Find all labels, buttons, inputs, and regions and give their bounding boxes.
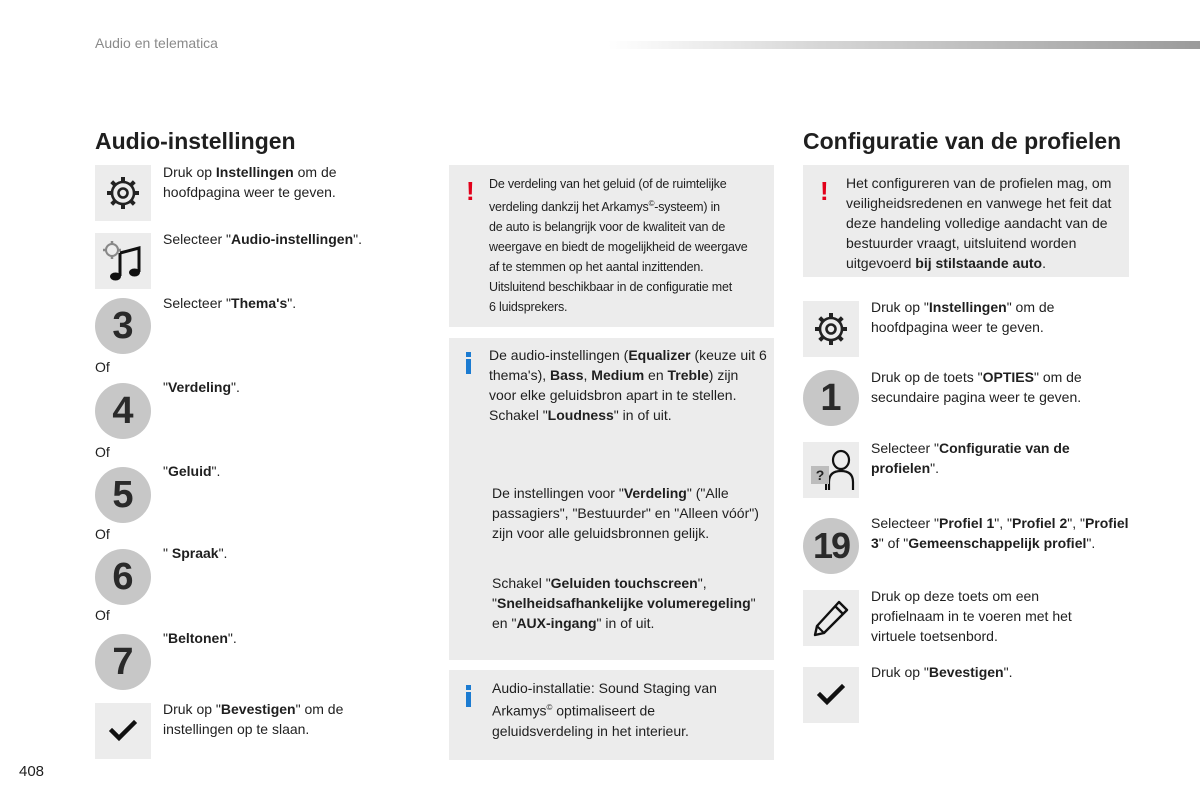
left-step-5-text — [163, 461, 393, 481]
bold-text: Bass — [550, 367, 584, 383]
left-step-1-text — [163, 162, 393, 202]
bold-text: Gemeenschappelijk profiel — [908, 535, 1087, 551]
bold-text: Instellingen — [215, 164, 294, 180]
text: ". — [287, 295, 297, 311]
text: ". — [227, 630, 237, 646]
or-label: Of — [95, 359, 110, 375]
copyright-mark: © — [648, 199, 655, 208]
info-text-audio-settings — [489, 345, 767, 425]
bold-text: Verdeling — [167, 379, 232, 395]
gear-icon — [814, 312, 848, 346]
right-step-3-text — [871, 438, 1121, 478]
text: ". — [353, 231, 362, 247]
text: " om de hoofdpagina weer te geven. — [871, 299, 1055, 335]
bold-text: Verdeling — [623, 485, 687, 501]
text-line: 6 luidsprekers. — [489, 300, 568, 315]
text: verdeling dankzij het Arkamys — [489, 200, 649, 215]
text: Schakel " — [489, 407, 548, 423]
bold-text: Profiel 2 — [1011, 515, 1068, 531]
audio-settings-icon-box — [95, 233, 151, 289]
text: ". — [211, 463, 221, 479]
step-number-7: 7 — [95, 634, 151, 690]
text: , — [583, 367, 592, 383]
info-text-switches — [492, 573, 764, 633]
text: Druk op de toets " — [871, 369, 983, 385]
gear-icon — [106, 176, 140, 210]
bold-text: Instellingen — [928, 299, 1007, 315]
bold-text: Beltonen — [167, 630, 228, 646]
warning-text-profiles — [846, 173, 1126, 273]
text: Het configureren van de profielen mag, om veiligheidsredenen en vanwege het feit dat deze handeling volledige aandacht van de bestuurder vraagt, uitsluitend worden uitgevoerd — [846, 175, 1112, 271]
text: ". — [231, 379, 240, 395]
text: Schakel " — [492, 575, 551, 591]
checkmark-icon — [109, 719, 137, 743]
info-text-sound-staging — [492, 678, 742, 741]
left-step-8-text — [163, 699, 393, 739]
info-icon — [466, 352, 471, 374]
step-number-5: 5 — [95, 467, 151, 523]
text: Druk op " — [871, 664, 929, 680]
header-gradient-bar — [608, 41, 1200, 49]
text: ". — [218, 545, 228, 561]
text: Selecteer " — [871, 440, 940, 456]
left-step-2-text — [163, 229, 423, 249]
text: ", " — [1067, 515, 1085, 531]
bold-text: Loudness — [547, 407, 614, 423]
left-step-4-text — [163, 377, 393, 397]
left-step-6-text — [163, 543, 393, 563]
edit-icon-box — [803, 590, 859, 646]
text: om de hoofdpagina weer te geven. — [163, 164, 337, 200]
text: (keuze uit 6 thema's), — [489, 347, 767, 383]
text: " — [163, 463, 168, 479]
bold-text: Bevestigen — [220, 701, 296, 717]
text: " — [163, 545, 172, 561]
text: ". — [930, 460, 939, 476]
bold-text: Geluiden touchscreen — [550, 575, 698, 591]
bold-text: Thema's — [231, 295, 288, 311]
left-step-3-text — [163, 293, 393, 313]
bold-text: bij stilstaande auto — [915, 255, 1043, 271]
text: " in of uit. — [613, 407, 672, 423]
music-note-gear-icon — [101, 239, 145, 283]
confirm-icon-box — [95, 703, 151, 759]
warning-icon: ! — [466, 176, 475, 206]
confirm-icon-box — [803, 667, 859, 723]
svg-text:?: ? — [815, 467, 825, 483]
bold-text: Audio-instellingen — [231, 231, 354, 247]
text: Druk op — [163, 164, 216, 180]
text: en — [644, 367, 668, 383]
text: ". — [1003, 664, 1013, 680]
text-line — [489, 194, 769, 217]
warning-icon: ! — [820, 176, 829, 206]
info-icon — [466, 685, 471, 707]
text: Druk op " — [163, 701, 221, 717]
bold-text: Configuratie van de profielen — [871, 440, 1070, 476]
text-line: Uitsluitend beschikbaar in de configuratie met — [489, 280, 733, 295]
bold-text: OPTIES — [982, 369, 1034, 385]
profile-config-title: Configuratie van de profielen — [803, 128, 1122, 154]
text: " en " — [492, 595, 756, 631]
step-number-6: 6 — [95, 549, 151, 605]
right-step-5-text: Druk op deze toets om een profielnaam in te voeren met het virtuele toetsenbord. — [871, 588, 1072, 644]
text-line: af te stemmen op het aantal inzittenden. — [489, 260, 704, 275]
text: optimaliseert de geluidsverdeling in het interieur. — [492, 702, 689, 739]
profile-icon-box — [803, 442, 859, 498]
audio-settings-title: Audio-instellingen — [95, 128, 296, 154]
info-text-distribution — [492, 483, 764, 543]
warning-text-sound-distribution — [489, 174, 769, 317]
bold-text: Spraak — [171, 545, 219, 561]
bold-text: AUX-ingang — [516, 615, 597, 631]
step-number-1: 1 — [803, 370, 859, 426]
settings-icon-box — [95, 165, 151, 221]
text: ", " — [492, 575, 707, 611]
text: " in of uit. — [596, 615, 655, 631]
text: Audio-installatie: Sound Staging van Arkamys — [492, 680, 717, 719]
bold-text: Bevestigen — [928, 664, 1004, 680]
or-label: Of — [95, 444, 110, 460]
text: " om de instellingen op te slaan. — [163, 701, 344, 737]
text: -systeem) in — [654, 200, 720, 215]
text: De instellingen voor " — [492, 485, 624, 501]
text: ", " — [994, 515, 1012, 531]
text-line: De verdeling van het geluid (of de ruimtelijke — [489, 177, 727, 191]
copyright-mark: © — [546, 703, 553, 712]
bold-text: Geluid — [167, 463, 212, 479]
text: Druk op " — [871, 299, 929, 315]
text: De audio-instellingen ( — [489, 347, 629, 363]
profile-question-icon — [807, 446, 855, 494]
bold-text: Treble — [667, 367, 709, 383]
text: " — [163, 630, 168, 646]
or-label: Of — [95, 526, 110, 542]
text-line: de auto is belangrijk voor de kwaliteit van de — [489, 220, 726, 235]
page-number: 408 — [19, 763, 45, 780]
left-step-7-text — [163, 628, 393, 648]
text: " ("Alle passagiers", "Bestuurder" en "Alleen vóór") zijn voor alle geluidsbronnen gelijk. — [492, 485, 759, 541]
text: Selecteer " — [163, 231, 232, 247]
text: . — [1042, 255, 1046, 271]
running-header: Audio en telematica — [95, 35, 218, 51]
or-label: Of — [95, 607, 110, 623]
right-step-1-text — [871, 297, 1111, 337]
right-step-2-text — [871, 367, 1121, 407]
checkmark-icon — [817, 683, 845, 707]
bold-text: Profiel 1 — [939, 515, 995, 531]
text: ) zijn voor elke geluidsbron apart in te stellen. — [489, 367, 739, 403]
bold-text: Medium — [591, 367, 645, 383]
settings-icon-box — [803, 301, 859, 357]
bold-text: Profiel 3 — [871, 515, 1129, 551]
text: " of " — [878, 535, 909, 551]
step-number-3: 3 — [95, 298, 151, 354]
bold-text: Snelheidsafhankelijke volumeregeling — [496, 595, 751, 611]
step-number-19: 19 — [803, 518, 859, 574]
text: Selecteer " — [163, 295, 232, 311]
text-line: weergave en biedt de mogelijkheid de weergave — [489, 240, 748, 255]
text: ". — [1086, 535, 1096, 551]
text: " om de secundaire pagina weer te geven. — [871, 369, 1082, 405]
right-step-6-text — [871, 662, 1111, 682]
text: " — [163, 379, 168, 395]
step-number-4: 4 — [95, 383, 151, 439]
right-step-4-text — [871, 513, 1131, 553]
text: Selecteer " — [871, 515, 940, 531]
bold-text: Equalizer — [628, 347, 691, 363]
pencil-icon — [811, 598, 851, 638]
